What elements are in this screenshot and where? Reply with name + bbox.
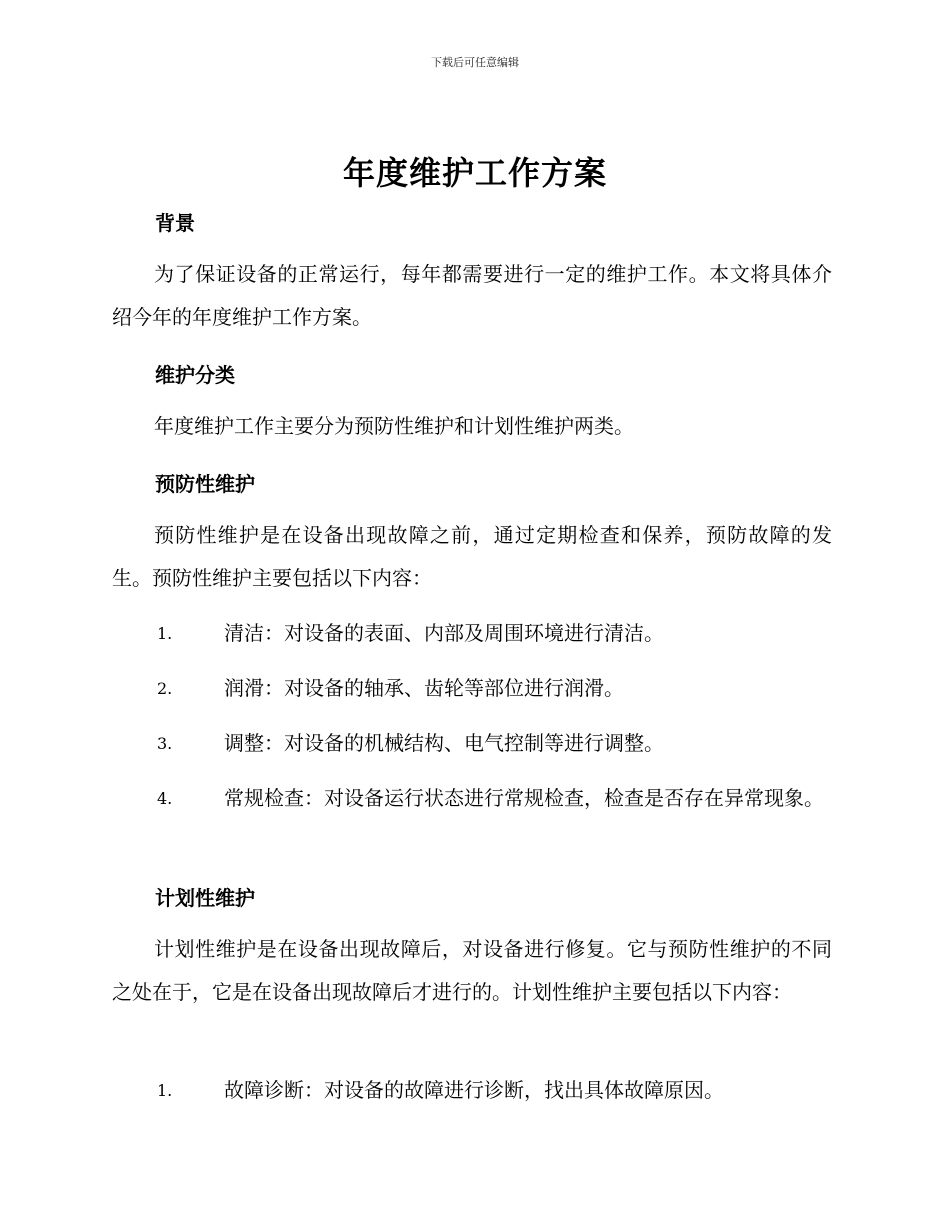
list-item bbox=[112, 612, 832, 655]
list-item bbox=[112, 667, 832, 710]
section-heading-preventive: 预防性维护 bbox=[155, 472, 255, 496]
list-item bbox=[112, 722, 832, 765]
section-heading-categories: 维护分类 bbox=[155, 363, 235, 387]
list-item-text: 调整：对设备的机械结构、电气控制等进行调整。 bbox=[224, 731, 664, 755]
list-item-number: 4. bbox=[157, 789, 173, 808]
list-item-number: 1. bbox=[157, 624, 173, 643]
list-item-text: 常规检查：对设备运行状态进行常规检查，检查是否存在异常现象。 bbox=[224, 786, 824, 810]
list-item-number: 1. bbox=[157, 1081, 173, 1100]
paragraph-background: 为了保证设备的正常运行，每年都需要进行一定的维护工作。本文将具体介绍今年的年度维护工作方案。 bbox=[112, 262, 832, 329]
document-title: 年度维护工作方案 bbox=[342, 154, 607, 192]
paragraph-preventive: 预防性维护是在设备出现故障之前，通过定期检查和保养，预防故障的发生。预防性维护主要包括以下内容： bbox=[112, 523, 832, 590]
section-heading-background: 背景 bbox=[155, 211, 195, 235]
paragraph-planned: 计划性维护是在设备出现故障后，对设备进行修复。它与预防性维护的不同之处在于，它是在设备出现故障后才进行的。计划性维护主要包括以下内容： bbox=[112, 937, 832, 1004]
list-item bbox=[112, 777, 832, 820]
list-item-text: 故障诊断：对设备的故障进行诊断，找出具体故障原因。 bbox=[224, 1078, 724, 1102]
page-header-note: 下载后可任意编辑 bbox=[431, 56, 519, 69]
section-heading-planned: 计划性维护 bbox=[155, 886, 255, 910]
list-item-number: 2. bbox=[157, 679, 173, 698]
paragraph-categories: 年度维护工作主要分为预防性维护和计划性维护两类。 bbox=[154, 414, 634, 438]
list-item-number: 3. bbox=[157, 734, 173, 753]
list-item-text: 润滑：对设备的轴承、齿轮等部位进行润滑。 bbox=[224, 676, 624, 700]
list-item bbox=[112, 1069, 832, 1112]
list-item-text: 清洁：对设备的表面、内部及周围环境进行清洁。 bbox=[224, 621, 664, 645]
